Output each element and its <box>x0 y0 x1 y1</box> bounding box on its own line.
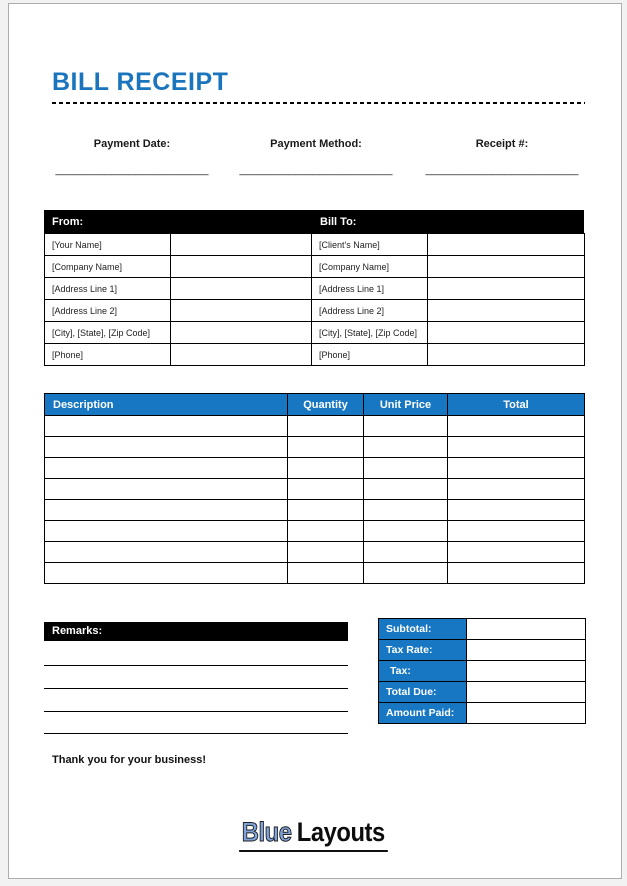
total-cell <box>448 542 585 563</box>
subtotal-label: Subtotal: <box>379 619 467 640</box>
unit-price-cell <box>364 479 448 500</box>
payment-date-field <box>44 138 220 176</box>
total-cell <box>448 416 585 437</box>
total-column-header: Total <box>448 394 585 416</box>
quantity-cell <box>288 500 364 521</box>
bill-to-value-cell <box>428 344 585 366</box>
subtotal-value <box>467 619 586 640</box>
logo-word-layouts: Layouts <box>296 817 386 847</box>
line-items-table <box>44 393 584 584</box>
bill-to-value-cell <box>428 278 585 300</box>
table-row <box>45 256 585 278</box>
description-cell <box>45 479 288 500</box>
unit-price-cell <box>364 542 448 563</box>
unit-price-cell <box>364 458 448 479</box>
payment-date-label: Payment Date: <box>93 138 171 150</box>
bill-to-label-cell: [Company Name] <box>312 256 428 278</box>
unit-price-column-header: Unit Price <box>364 394 448 416</box>
from-label-cell: [Address Line 1] <box>45 278 171 300</box>
quantity-column-header: Quantity <box>288 394 364 416</box>
quantity-cell <box>288 542 364 563</box>
from-header: From: <box>52 215 84 228</box>
tax-rate-row <box>379 640 586 661</box>
receipt-number-field <box>414 138 590 176</box>
bill-to-value-cell <box>428 300 585 322</box>
amount-paid-value <box>467 703 586 724</box>
total-cell <box>448 458 585 479</box>
from-label-cell: [City], [State], [Zip Code] <box>45 322 171 344</box>
unit-price-cell <box>364 521 448 542</box>
table-row <box>45 416 585 437</box>
quantity-cell <box>288 521 364 542</box>
bill-to-header: Bill To: <box>320 215 357 228</box>
payment-method-field <box>228 138 404 176</box>
from-value-cell <box>171 278 312 300</box>
table-row <box>45 278 585 300</box>
bill-to-label-cell: [Address Line 1] <box>312 278 428 300</box>
quantity-cell <box>288 458 364 479</box>
quantity-cell <box>288 563 364 584</box>
line-items-header-row <box>45 394 585 416</box>
total-cell <box>448 500 585 521</box>
remarks-blank-line <box>44 711 348 712</box>
table-row <box>45 437 585 458</box>
table-row <box>45 234 585 256</box>
total-due-label: Total Due: <box>379 682 467 703</box>
description-cell <box>45 416 288 437</box>
tax-rate-value <box>467 640 586 661</box>
remarks-blank-line <box>44 665 348 666</box>
tax-rate-label: Tax Rate: <box>379 640 467 661</box>
line-items-grid <box>44 393 585 584</box>
bill-to-label-cell: [Client's Name] <box>312 234 428 256</box>
bill-to-label-cell: [City], [State], [Zip Code] <box>312 322 428 344</box>
table-row <box>45 521 585 542</box>
description-cell <box>45 563 288 584</box>
total-due-value <box>467 682 586 703</box>
from-label-cell: [Address Line 2] <box>45 300 171 322</box>
total-cell <box>448 563 585 584</box>
quantity-cell <box>288 437 364 458</box>
quantity-cell <box>288 416 364 437</box>
description-cell <box>45 521 288 542</box>
tax-value <box>467 661 586 682</box>
parties-table <box>44 210 584 366</box>
amount-paid-row <box>379 703 586 724</box>
table-row <box>45 542 585 563</box>
remarks-header: Remarks: <box>44 622 348 641</box>
tax-label: Tax: <box>379 661 467 682</box>
description-cell <box>45 437 288 458</box>
description-cell <box>45 458 288 479</box>
from-label-cell: [Company Name] <box>45 256 171 278</box>
totals-table <box>378 618 585 724</box>
title-divider <box>52 102 585 104</box>
table-row <box>45 458 585 479</box>
unit-price-cell <box>364 500 448 521</box>
payment-method-label: Payment Method: <box>270 138 362 150</box>
total-cell <box>448 521 585 542</box>
table-row <box>45 479 585 500</box>
total-cell <box>448 479 585 500</box>
remarks-blank-line <box>44 733 348 734</box>
description-column-header: Description <box>45 394 288 416</box>
table-row <box>45 500 585 521</box>
description-cell <box>45 500 288 521</box>
table-row <box>45 563 585 584</box>
bill-to-label-cell: [Phone] <box>312 344 428 366</box>
from-value-cell <box>171 344 312 366</box>
receipt-number-blank-line: _________________________ <box>425 164 579 176</box>
bill-to-value-cell <box>428 322 585 344</box>
page-title: BILL RECEIPT <box>52 68 229 96</box>
receipt-number-label: Receipt #: <box>475 138 529 150</box>
quantity-cell <box>288 479 364 500</box>
remarks-blank-line <box>44 688 348 689</box>
parties-header <box>44 210 584 233</box>
tax-row <box>379 661 586 682</box>
from-value-cell <box>171 300 312 322</box>
table-row <box>45 322 585 344</box>
from-label-cell: [Phone] <box>45 344 171 366</box>
thank-you-message: Thank you for your business! <box>52 754 207 766</box>
from-value-cell <box>171 234 312 256</box>
bill-to-label-cell: [Address Line 2] <box>312 300 428 322</box>
table-row <box>45 344 585 366</box>
table-row <box>45 300 585 322</box>
parties-grid <box>44 233 585 366</box>
payment-method-blank-line: _________________________ <box>239 164 393 176</box>
payment-date-blank-line: _________________________ <box>55 164 209 176</box>
brand-logo <box>0 817 627 852</box>
total-due-row <box>379 682 586 703</box>
amount-paid-label: Amount Paid: <box>379 703 467 724</box>
total-cell <box>448 437 585 458</box>
unit-price-cell <box>364 563 448 584</box>
subtotal-row <box>379 619 586 640</box>
unit-price-cell <box>364 416 448 437</box>
from-label-cell: [Your Name] <box>45 234 171 256</box>
totals-grid <box>378 618 586 724</box>
bill-to-value-cell <box>428 256 585 278</box>
logo-word-blue: Blue <box>241 817 292 847</box>
description-cell <box>45 542 288 563</box>
bill-to-value-cell <box>428 234 585 256</box>
blue-layouts-logo <box>239 817 387 852</box>
from-value-cell <box>171 322 312 344</box>
from-value-cell <box>171 256 312 278</box>
unit-price-cell <box>364 437 448 458</box>
